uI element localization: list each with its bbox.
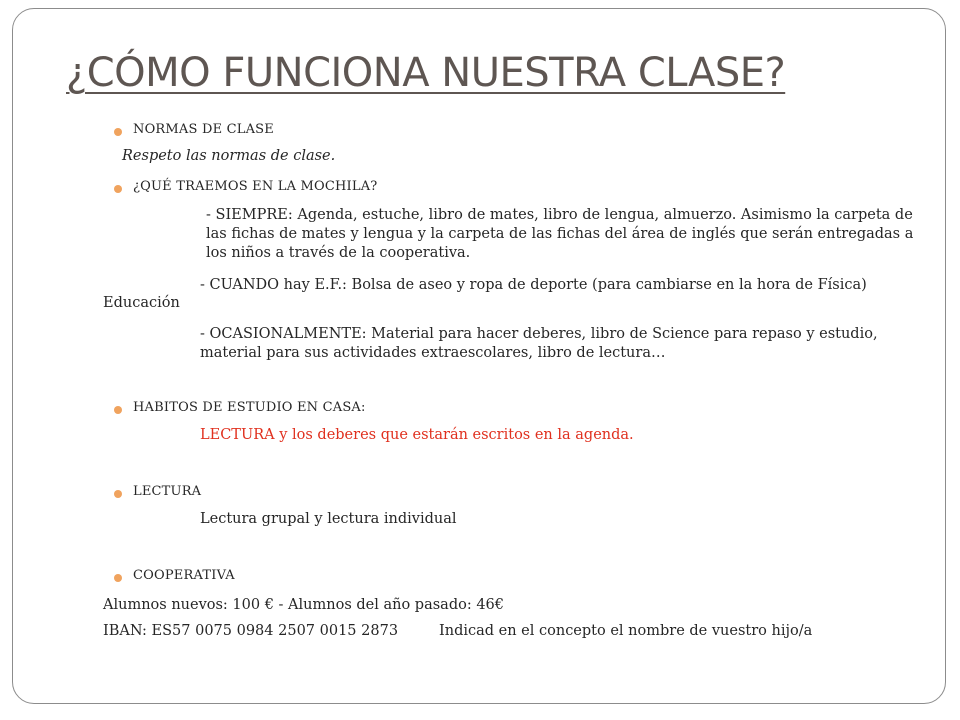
section-heading-lectura: LECTURA <box>133 484 202 499</box>
normas-text: Respeto las normas de clase. <box>122 148 336 164</box>
bullet-icon <box>114 185 122 193</box>
section-heading-cooperativa: COOPERATIVA <box>133 568 235 583</box>
mochila-siempre: - SIEMPRE: Agenda, estuche, libro de mates, libro de lengua, almuerzo. Asimismo la carpeta de las fichas de mates y lengua y la carpeta de las fichas del área de inglés que serán entregadas a los niños a través de la cooperativa. <box>206 207 914 261</box>
page-title: ¿CÓMO FUNCIONA NUESTRA CLASE? <box>66 50 786 96</box>
bullet-icon <box>114 490 122 498</box>
bullet-icon <box>114 574 122 582</box>
section-heading-normas: NORMAS DE CLASE <box>133 122 274 137</box>
cooperativa-concepto: Indicad en el concepto el nombre de vuestro hijo/a <box>439 623 813 639</box>
mochila-ocasional: - OCASIONALMENTE: Material para hacer deberes, libro de Science para repaso y estudio, material para sus actividades extraescolares, libro de lectura… <box>200 326 878 361</box>
mochila-cuando: - CUANDO hay E.F.: Bolsa de aseo y ropa de deporte (para cambiarse en la hora de Física) <box>200 277 867 293</box>
section-heading-habitos: HABITOS DE ESTUDIO EN CASA: <box>133 400 366 415</box>
cooperativa-precios: Alumnos nuevos: 100 € - Alumnos del año pasado: 46€ <box>103 597 505 613</box>
section-heading-mochila: ¿QUÉ TRAEMOS EN LA MOCHILA? <box>133 179 378 194</box>
cooperativa-iban: IBAN: ES57 0075 0984 2507 0015 2873 <box>103 623 399 639</box>
lectura-text: Lectura grupal y lectura individual <box>200 511 457 527</box>
habitos-text: LECTURA y los deberes que estarán escritos en la agenda. <box>200 427 634 443</box>
bullet-icon <box>114 406 122 414</box>
bullet-icon <box>114 128 122 136</box>
mochila-educacion: Educación <box>103 295 180 311</box>
